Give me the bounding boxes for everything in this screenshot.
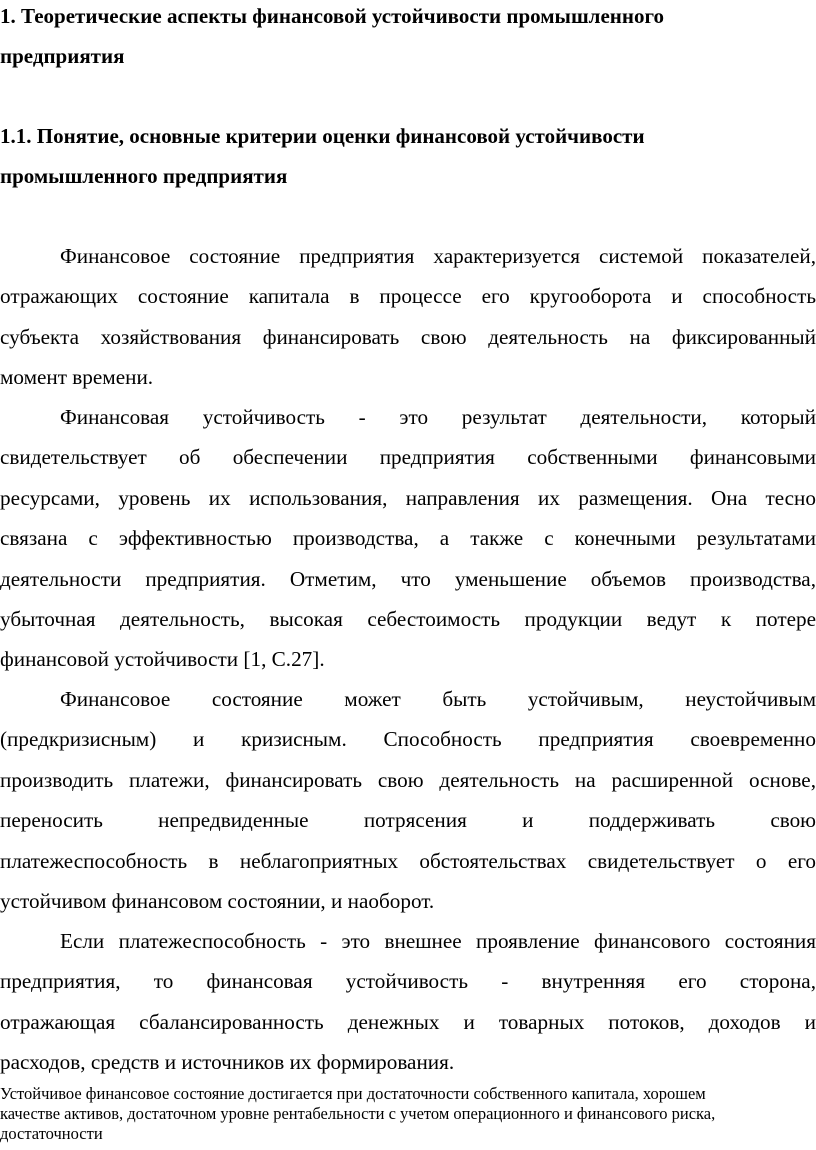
section-heading <box>0 116 816 196</box>
paragraph-line: свидетельствует об обеспечении предприятия собственными финансовыми <box>0 445 816 470</box>
footnote-line: качестве активов, достаточном уровне рентабельности с учетом операционного и финансового риска, <box>0 1104 716 1123</box>
paragraph-line: переносить непредвиденные потрясения и поддерживать свою <box>0 808 816 833</box>
paragraph-line: (предкризисным) и кризисным. Способность предприятия своевременно <box>0 727 816 752</box>
paragraph-line: субъекта хозяйствования финансировать свою деятельность на фиксированный <box>0 324 816 349</box>
body-paragraph <box>0 921 816 1083</box>
paragraph-line: финансовой устойчивости [1, С.27]. <box>0 647 325 672</box>
paragraph-line: производить платежи, финансировать свою деятельность на расширенной основе, <box>0 767 816 792</box>
paragraph-line: отражающих состояние капитала в процессе его кругооборота и способность <box>0 284 816 309</box>
paragraph-line: Финансовая устойчивость - это результат деятельности, который <box>60 405 816 429</box>
paragraph-line: расходов, средств и источников их формирования. <box>0 1050 455 1075</box>
chapter-heading <box>0 0 816 76</box>
paragraph-line: деятельности предприятия. Отметим, что уменьшение объемов производства, <box>0 566 816 591</box>
section-heading-line: промышленного предприятия <box>0 164 288 188</box>
paragraph-line: ресурсами, уровень их использования, направления их размещения. Она тесно <box>0 485 816 510</box>
chapter-heading-line: 1. Теоретические аспекты финансовой устойчивости промышленного <box>0 4 664 28</box>
section-heading-line: 1.1. Понятие, основные критерии оценки финансовой устойчивости <box>0 124 645 148</box>
body-paragraph <box>0 679 816 921</box>
paragraph-line: связана с эффективностью производства, а также с конечными результатами <box>0 526 816 551</box>
body-paragraph <box>0 397 816 680</box>
paragraph-line: убыточная деятельность, высокая себестоимость продукции ведут к потере <box>0 606 816 631</box>
paragraph-line: момент времени. <box>0 365 154 390</box>
paragraph-line: устойчивом финансовом состоянии, и наоборот. <box>0 888 435 913</box>
chapter-heading-line: предприятия <box>0 44 125 68</box>
paragraph-line: Если платежеспособность - это внешнее проявление финансового состояния <box>60 929 816 953</box>
body-paragraph <box>0 236 816 398</box>
paragraph-line: предприятия, то финансовая устойчивость - внутренняя его сторона, <box>0 969 816 994</box>
paragraph-line: Финансовое состояние может быть устойчивым, неустойчивым <box>60 687 816 711</box>
paragraph-line: Финансовое состояние предприятия характеризуется системой показателей, <box>60 244 816 268</box>
footnote-line: Устойчивое финансовое состояние достигается при достаточности собственного капитала, хорошем <box>0 1084 706 1103</box>
paragraph-line: платежеспособность в неблагоприятных обстоятельствах свидетельствует о его <box>0 848 816 873</box>
footnote-line: достаточности <box>0 1124 103 1143</box>
footnote-text <box>0 1084 816 1144</box>
paragraph-line: отражающая сбалансированность денежных и товарных потоков, доходов и <box>0 1009 816 1034</box>
